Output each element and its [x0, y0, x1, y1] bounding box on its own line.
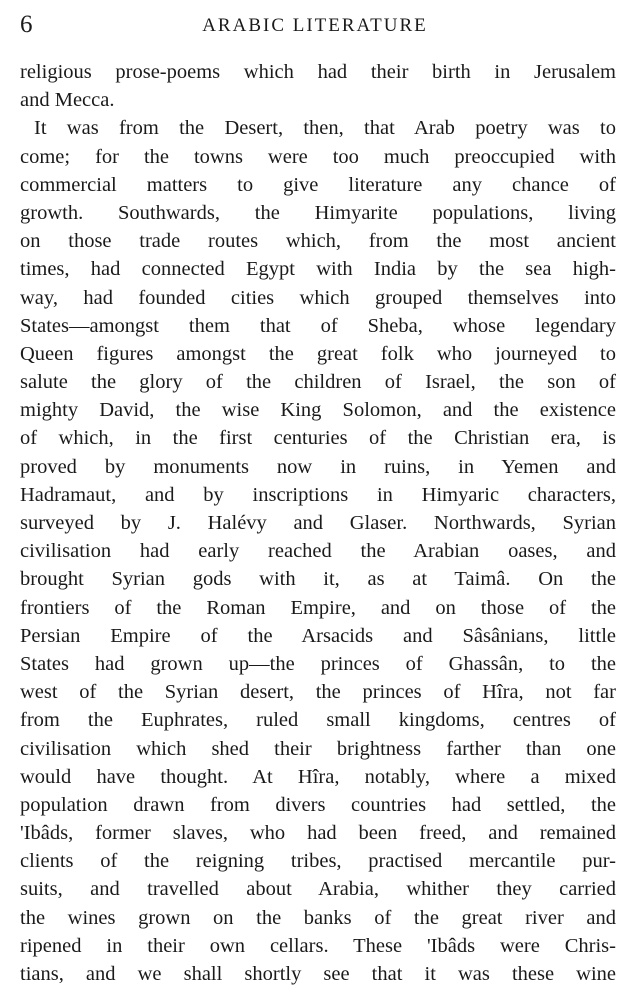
text-line: commercial matters to give literature any chance of — [20, 173, 616, 196]
text-line: brought Syrian gods with it, as at Taimâ. On the — [20, 568, 616, 591]
text-line: come; for the towns were too much preoccupied with — [20, 145, 616, 168]
text-line: civilisation had early reached the Arabian oases, and — [20, 540, 616, 563]
text-line: 'Ibâds, former slaves, who had been freed, and remained — [20, 822, 616, 845]
text-line: would have thought. At Hîra, notably, where a mixed — [20, 765, 616, 788]
text-line: from the Euphrates, ruled small kingdoms, centres of — [20, 709, 616, 732]
text-line: the wines grown on the banks of the great river and — [20, 906, 616, 929]
text-line: growth. Southwards, the Himyarite populations, living — [20, 201, 616, 224]
text-line: Queen figures amongst the great folk who journeyed to — [20, 342, 616, 365]
text-line: of which, in the first centuries of the Christian era, is — [20, 427, 616, 450]
text-line: population drawn from divers countries had settled, the — [20, 793, 616, 816]
text-line: salute the glory of the children of Israel, the son of — [20, 371, 616, 394]
text-line: frontiers of the Roman Empire, and on those of the — [20, 596, 616, 619]
running-title: ARABIC LITERATURE — [202, 15, 428, 36]
text-line: civilisation which shed their brightness farther than one — [20, 737, 616, 760]
text-line: way, had founded cities which grouped themselves into — [20, 286, 616, 309]
text-line: clients of the reigning tribes, practised mercantile pur- — [20, 850, 616, 873]
text-line: surveyed by J. Halévy and Glaser. Northwards, Syrian — [20, 512, 616, 534]
text-line: Hadramaut, and by inscriptions in Himyaric characters, — [20, 483, 616, 506]
text-line: on those trade routes which, from the most ancient — [20, 230, 616, 253]
text-line: west of the Syrian desert, the princes of Hîra, not far — [20, 681, 616, 704]
text-line: Persian Empire of the Arsacids and Sâsânians, little — [20, 624, 616, 647]
text-line: times, had connected Egypt with India by the sea high- — [20, 258, 616, 281]
text-line: States had grown up—the princes of Ghassân, to the — [20, 652, 616, 675]
text-line: proved by monuments now in ruins, in Yemen and — [20, 455, 616, 478]
page-number: 6 — [20, 11, 33, 38]
text-line: ripened in their own cellars. These 'Ibâds were Chris- — [20, 934, 616, 957]
text-line: It was from the Desert, then, that Arab poetry was to — [34, 117, 616, 140]
text-line: States—amongst them that of Sheba, whose legendary — [20, 314, 616, 337]
text-line: tians, and we shall shortly see that it was these wine — [20, 963, 616, 985]
page-header — [20, 10, 610, 40]
text-line: mighty David, the wise King Solomon, and the existence — [20, 399, 616, 422]
body-text — [20, 58, 616, 988]
text-line: suits, and travelled about Arabia, whither they carried — [20, 878, 616, 901]
text-line: religious prose-poems which had their birth in Jerusalem — [20, 61, 616, 83]
text-line: and Mecca. — [20, 89, 115, 112]
